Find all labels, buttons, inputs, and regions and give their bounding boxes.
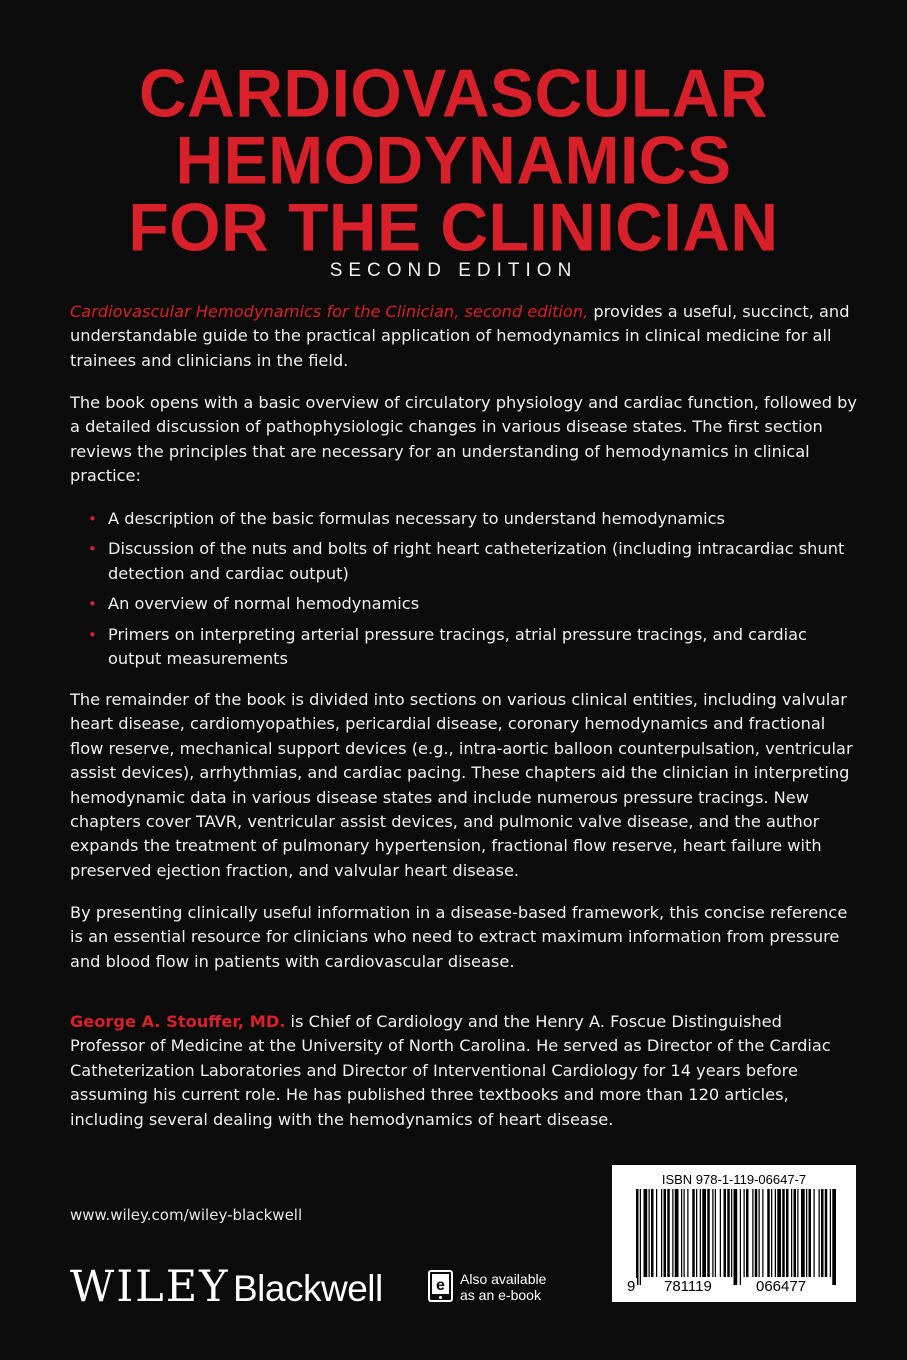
- barcode-bar: [752, 1189, 753, 1277]
- title-line-2: HEMODYNAMICS: [175, 122, 732, 198]
- barcode-bar: [700, 1189, 701, 1277]
- list-item: [88, 537, 848, 586]
- barcode-bar: [771, 1189, 772, 1277]
- barcode-bar: [649, 1189, 650, 1277]
- barcode-bar: [791, 1189, 792, 1277]
- barcode-bar: [696, 1189, 697, 1277]
- list-item-text: Primers on interpreting arterial pressure tracings, atrial pressure tracings, and cardiac output measurements: [108, 624, 807, 669]
- barcode-bar: [830, 1189, 831, 1277]
- barcode-bar: [661, 1189, 662, 1277]
- barcode-bar: [762, 1189, 763, 1277]
- barcode-bar: [819, 1189, 820, 1277]
- overview-paragraph: The book opens with a basic overview of circulatory physiology and cardiac function, followed by a detailed discussion of pathophysiologic changes in various disease states. The first section reviews the principles that are necessary for an understanding of hemodynamics in clinical practice:: [70, 393, 857, 486]
- intro-paragraph: [70, 300, 860, 373]
- intro-text: provides a useful, succinct, and understandable guide to the practical application of hemodynamics in clinical medicine for all trainees and clinicians in the field.: [70, 302, 850, 370]
- barcode-bar: [806, 1189, 807, 1277]
- barcode-bar: [825, 1189, 828, 1277]
- barcode-bar: [684, 1189, 685, 1277]
- barcode-bar: [636, 1189, 639, 1285]
- isbn-label: ISBN 978-1-119-06647-7: [661, 1172, 807, 1187]
- barcode-bar: [692, 1189, 695, 1277]
- author-bio: [70, 1010, 860, 1132]
- barcode-digits-right: 066477: [756, 1278, 807, 1295]
- barcode-bar: [775, 1189, 776, 1277]
- barcode-bar: [712, 1189, 713, 1277]
- bullet-icon: •: [88, 510, 97, 528]
- barcode-bar: [734, 1189, 738, 1285]
- author-name: George A. Stouffer, MD.: [70, 1012, 286, 1031]
- blackwell-logo: Blackwell: [233, 1268, 383, 1309]
- barcode-image: [634, 1189, 840, 1285]
- barcode-bar: [809, 1189, 812, 1277]
- publisher-url: www.wiley.com/wiley-blackwell: [70, 1206, 303, 1224]
- wiley-logo: WILEY: [70, 1262, 230, 1312]
- ebook-line-2: as an e-book: [460, 1287, 541, 1303]
- bullet-icon: •: [88, 625, 97, 644]
- barcode-bar: [794, 1189, 797, 1277]
- barcode-bar: [651, 1189, 654, 1277]
- barcode-bar: [687, 1189, 688, 1277]
- barcode-bar: [640, 1189, 641, 1285]
- list-item-text: An overview of normal hemodynamics: [108, 594, 420, 614]
- barcode-bar: [720, 1189, 721, 1277]
- barcode-bar: [759, 1189, 760, 1277]
- title-line-1: CARDIOVASCULAR: [138, 55, 769, 131]
- barcode-digits-left: 781119: [664, 1278, 712, 1295]
- edition-label: SECOND EDITION: [329, 260, 578, 281]
- barcode-bar: [744, 1189, 745, 1277]
- barcode-bar: [797, 1189, 798, 1277]
- barcode-bar: [707, 1189, 710, 1277]
- closing-paragraph: By presenting clinically useful information in a disease-based framework, this concise reference is an essential resource for clinicians who need to extract maximum information from pressure and blood flow in patients with cardiovascular disease.: [70, 903, 848, 971]
- list-item-text: A description of the basic formulas necessary to understand hemodynamics: [108, 509, 725, 528]
- barcode-box: [612, 1165, 856, 1302]
- barcode-bar: [782, 1189, 785, 1277]
- bullet-list: [88, 507, 848, 677]
- barcode-bar: [821, 1189, 824, 1277]
- svg-text:e: e: [436, 1277, 445, 1294]
- barcode-bar: [667, 1189, 670, 1277]
- barcode-bar: [702, 1189, 706, 1277]
- barcode-bar: [656, 1189, 657, 1277]
- barcode-bar: [740, 1189, 741, 1285]
- barcode-bar: [731, 1189, 732, 1277]
- barcode-bar: [746, 1189, 749, 1277]
- barcode-bar: [715, 1189, 716, 1277]
- list-item: [88, 507, 848, 531]
- list-item: [88, 592, 848, 616]
- barcode-digit-lead: 9: [627, 1278, 636, 1295]
- list-item-text: Discussion of the nuts and bolts of right heart catheterization (including intracardiac shunt detection and cardiac output): [108, 539, 845, 583]
- barcode-bar: [777, 1189, 781, 1277]
- barcode-bar: [727, 1189, 730, 1277]
- author-bio-text: is Chief of Cardiology and the Henry A. Foscue Distinguished Professor of Medicine at the University of North Carolina. He served as Director of the Cardiac Catheterization Laboratories and Director of Interventional Cardiology for 14 years before assuming his current role. He has published three textbooks and more than 120 articles, including several dealing with the hemodynamics of heart disease.: [70, 1012, 831, 1129]
- barcode-bar: [786, 1189, 789, 1277]
- barcode-bar: [672, 1189, 673, 1277]
- list-item: [88, 623, 848, 672]
- ebook-icon: [428, 1270, 453, 1302]
- barcode-bar: [801, 1189, 805, 1277]
- bullet-icon: •: [88, 540, 97, 559]
- barcode-bar: [832, 1189, 836, 1285]
- barcode-bar: [675, 1189, 679, 1277]
- barcode-bar: [814, 1189, 815, 1277]
- ebook-notice: [460, 1271, 546, 1303]
- barcode-bar: [664, 1189, 667, 1277]
- intro-book-title: Cardiovascular Hemodynamics for the Clinician, second edition,: [70, 302, 589, 321]
- barcode-bar: [767, 1189, 770, 1277]
- title-line-3: FOR THE CLINICIAN: [128, 189, 779, 265]
- barcode-bar: [724, 1189, 727, 1277]
- ebook-line-1: Also available: [460, 1271, 547, 1287]
- barcode-bar: [755, 1189, 758, 1277]
- barcode-bar: [644, 1189, 648, 1277]
- bullet-icon: •: [88, 595, 97, 614]
- barcode-bar: [681, 1189, 682, 1277]
- remainder-paragraph: The remainder of the book is divided into sections on various clinical entities, including valvular heart disease, cardiomyopathies, pericardial disease, coronary hemodynamics and fractional flow reserve, mechanical support devices (e.g., intra-aortic balloon counterpulsation, ventricular assist devices), arrhythmias, and cardiac pacing. These chapters aid the clinician in interpreting hemodynamic data in various disease states and include numerous pressure tracings. New chapters cover TAVR, ventricular assist devices, and pulmonic valve disease, and the author expands the treatment of pulmonary hypertension, fractional flow reserve, heart failure with preserved ejection fraction, and valvular heart disease.: [70, 690, 853, 880]
